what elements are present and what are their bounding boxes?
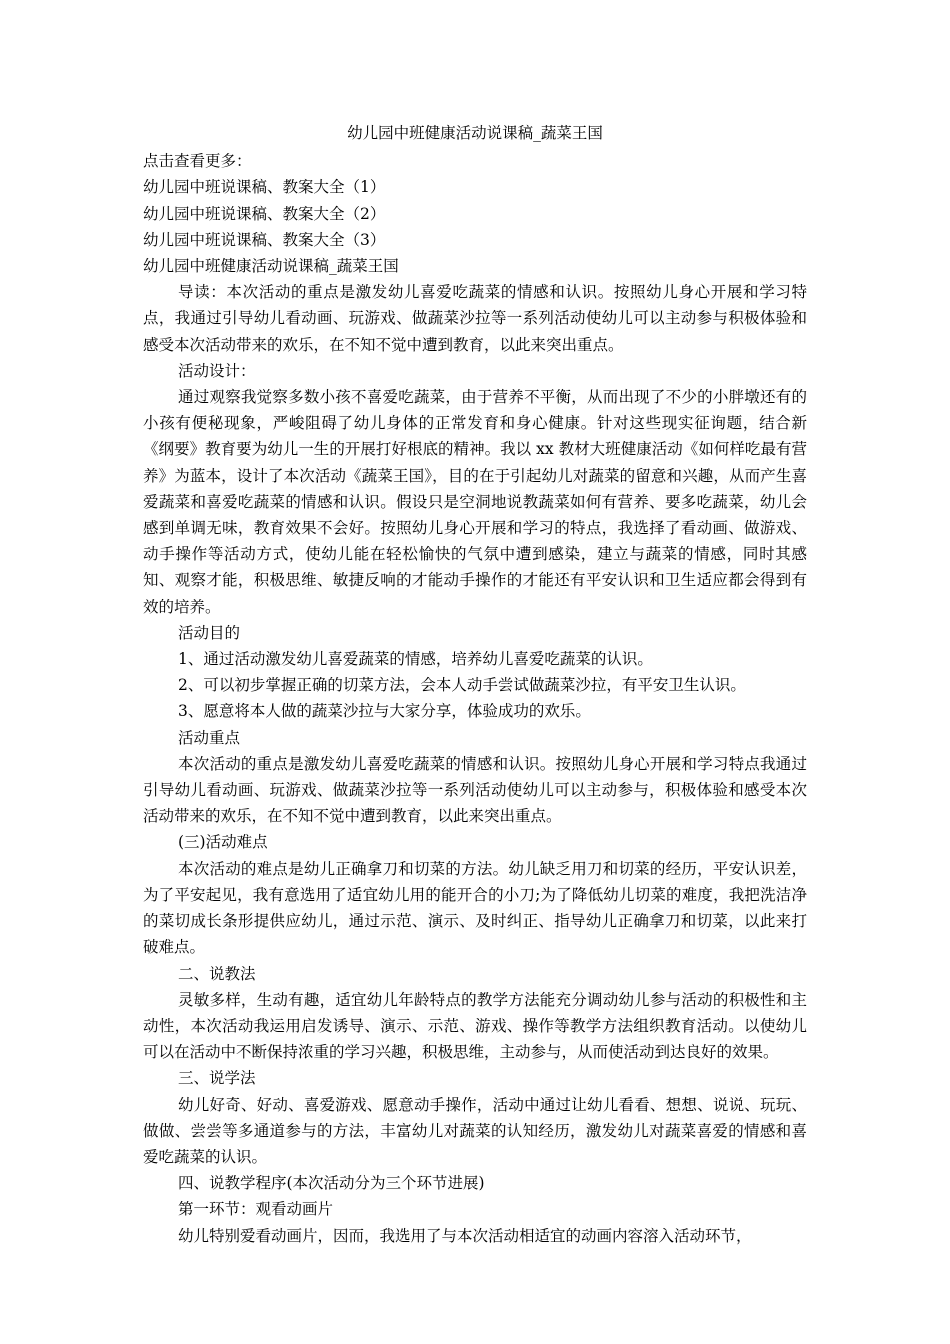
focus-heading: 活动重点 bbox=[178, 728, 241, 747]
difficulty-heading: (三)活动难点 bbox=[178, 833, 268, 852]
related-link-2[interactable]: 幼儿园中班说课稿、教案大全（2） bbox=[143, 204, 386, 223]
goal-item: 1、通过活动激发幼儿喜爱蔬菜的情感，培养幼儿喜爱吃蔬菜的认识。 bbox=[178, 650, 653, 669]
teaching-method-heading: 二、说教法 bbox=[178, 964, 256, 983]
design-paragraph: 通过观察我觉察多数小孩不喜爱吃蔬菜，由于营养不平衡，从而出现了不少的小胖墩还有的小孩有便秘现象，严峻阻碍了幼儿身体的正常发育和身心健康。针对这些现实征询题，结合新《纲要》教育要为幼儿一生的开展打好根底的精神。我以 xx 教材大班健康活动《如何样吃最有营养》为蓝本，设计了本次活动《蔬菜王国》，目的在于引起幼儿对蔬菜的留意和兴趣，从而产生喜爱蔬菜和喜爱吃蔬菜的情感和认识。假设只是空洞地说教蔬菜如何有营养、要多吃蔬菜，幼儿会感到单调无味，教育效果不会好。按照幼儿身心开展和学习的特点，我选择了看动画、做游戏、动手操作等活动方式，使幼儿能在轻松愉快的气氛中遭到感染，建立与蔬菜的情感，同时其感知、观察才能，积极思维、敏捷反响的才能动手操作的才能还有平安认识和卫生适应都会得到有效的培养。 bbox=[143, 388, 807, 616]
procedure-heading: 四、说教学程序(本次活动分为三个环节进展) bbox=[178, 1174, 485, 1193]
goals-heading: 活动目的 bbox=[178, 623, 241, 642]
related-link-3[interactable]: 幼儿园中班说课稿、教案大全（3） bbox=[143, 230, 386, 249]
step1-paragraph: 幼儿特别爱看动画片，因而，我选用了与本次活动相适宜的动画内容溶入活动环节， bbox=[178, 1226, 752, 1245]
step1-heading: 第一环节：观看动画片 bbox=[178, 1200, 334, 1219]
teaching-method-paragraph: 灵敏多样，生动有趣，适宜幼儿年龄特点的教学方法能充分调动幼儿参与活动的积极性和主动性，本次活动我运用启发诱导、演示、示范、游戏、操作等教学方法组织教育活动。以使幼儿可以在活动中不断保持浓重的学习兴趣，积极思维，主动参与，从而使活动到达良好的效果。 bbox=[143, 990, 807, 1062]
design-heading: 活动设计： bbox=[178, 361, 256, 380]
document-title: 幼儿园中班健康活动说课稿_蔬菜王国 bbox=[347, 124, 603, 142]
focus-paragraph: 本次活动的重点是激发幼儿喜爱吃蔬菜的情感和认识。按照幼儿身心开展和学习特点我通过引导幼儿看动画、玩游戏、做蔬菜沙拉等一系列活动使幼儿可以主动参与，积极体验和感受本次活动带来的欢乐，在不知不觉中遭到教育，以此来突出重点。 bbox=[143, 754, 807, 826]
related-link-4[interactable]: 幼儿园中班健康活动说课稿_蔬菜王国 bbox=[143, 257, 399, 276]
learning-method-heading: 三、说学法 bbox=[178, 1069, 256, 1088]
goal-item: 3、愿意将本人做的蔬菜沙拉与大家分享，体验成功的欢乐。 bbox=[178, 702, 591, 721]
goal-item: 2、可以初步掌握正确的切菜方法，会本人动手尝试做蔬菜沙拉，有平安卫生认识。 bbox=[178, 676, 746, 695]
learning-method-paragraph: 幼儿好奇、好动、喜爱游戏、愿意动手操作，活动中通过让幼儿看看、想想、说说、玩玩、做做、尝尝等多通道参与的方法，丰富幼儿对蔬菜的认知经历，激发幼儿对蔬菜喜爱的情感和喜爱吃蔬菜的认识。 bbox=[143, 1095, 807, 1166]
intro-paragraph: 导读：本次活动的重点是激发幼儿喜爱吃蔬菜的情感和认识。按照幼儿身心开展和学习特点，我通过引导幼儿看动画、玩游戏、做蔬菜沙拉等一系列活动使幼儿可以主动参与积极体验和感受本次活动带来的欢乐，在不知不觉中遭到教育，以此来突出重点。 bbox=[143, 283, 807, 354]
difficulty-paragraph: 本次活动的难点是幼儿正确拿刀和切菜的方法。幼儿缺乏用刀和切菜的经历，平安认识差，为了平安起见，我有意选用了适宜幼儿用的能开合的小刀;为了降低幼儿切菜的难度，我把洗洁净的菜切成长条形提供应幼儿，通过示范、演示、及时纠正、指导幼儿正确拿刀和切菜，以此来打破难点。 bbox=[143, 859, 807, 957]
document-body bbox=[143, 120, 807, 1249]
more-label: 点击查看更多： bbox=[143, 152, 252, 171]
related-link-1[interactable]: 幼儿园中班说课稿、教案大全（1） bbox=[143, 178, 386, 197]
